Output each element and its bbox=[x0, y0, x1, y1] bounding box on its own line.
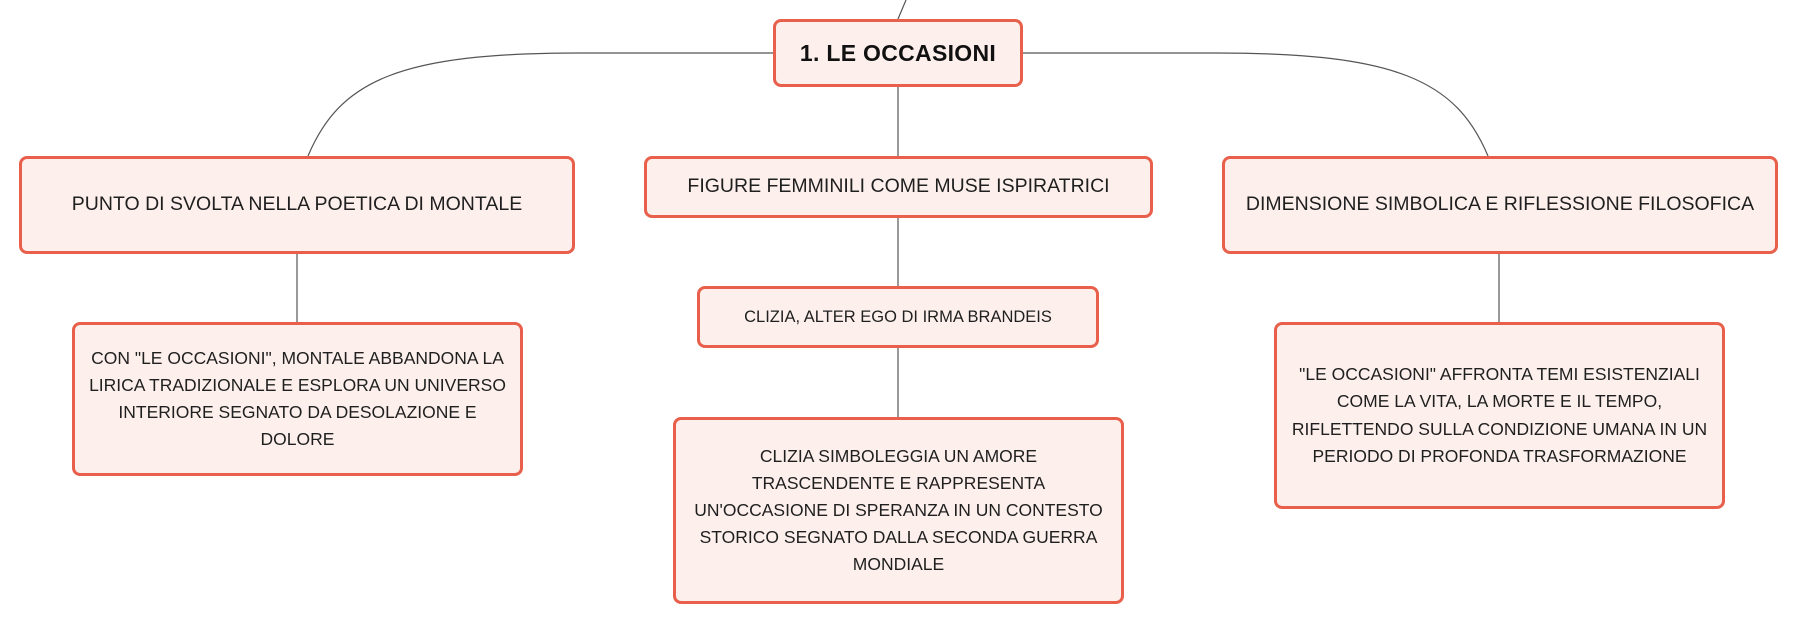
connector-root-to-parent bbox=[898, 0, 906, 19]
root-node[interactable] bbox=[773, 19, 1023, 87]
description-text: CON "LE OCCASIONI", MONTALE ABBANDONA LA LIRICA TRADIZIONALE E ESPLORA UN UNIVERSO INTERIORE SEGNATO DA DESOLAZIONE E DOLORE bbox=[89, 347, 506, 450]
sub-node-clizia[interactable] bbox=[697, 286, 1099, 348]
connector-root-to-left bbox=[308, 53, 773, 156]
root-node-label: 1. LE OCCASIONI bbox=[799, 39, 997, 66]
branch-node-female-figures[interactable] bbox=[644, 156, 1153, 218]
branch-node-symbolic-dimension[interactable] bbox=[1222, 156, 1778, 254]
connector-root-to-right bbox=[1023, 53, 1488, 156]
description-node-symbolic-dimension[interactable] bbox=[1274, 322, 1725, 509]
description-node-poetic-turning-point[interactable] bbox=[72, 322, 523, 476]
branch-node-label: DIMENSIONE SIMBOLICA E RIFLESSIONE FILOSOFICA bbox=[1245, 193, 1755, 216]
branch-node-label: PUNTO DI SVOLTA NELLA POETICA DI MONTALE bbox=[71, 193, 523, 216]
sub-node-label: CLIZIA, ALTER EGO DI IRMA BRANDEIS bbox=[744, 307, 1052, 326]
branch-node-label: FIGURE FEMMINILI COME MUSE ISPIRATRICI bbox=[687, 175, 1110, 198]
description-text: CLIZIA SIMBOLEGGIA UN AMORE TRASCENDENTE E RAPPRESENTA UN'OCCASIONE DI SPERANZA IN UN CONTESTO STORICO SEGNATO DALLA SECONDA GUERRA MONDIALE bbox=[694, 445, 1103, 575]
description-text: "LE OCCASIONI" AFFRONTA TEMI ESISTENZIALI COME LA VITA, LA MORTE E IL TEMPO, RIFLETTENDO SULLA CONDIZIONE UMANA IN UN PERIODO DI PROFONDA TRASFORMAZIONE bbox=[1291, 364, 1708, 466]
description-node-clizia[interactable] bbox=[673, 417, 1124, 604]
branch-node-poetic-turning-point[interactable] bbox=[19, 156, 575, 254]
